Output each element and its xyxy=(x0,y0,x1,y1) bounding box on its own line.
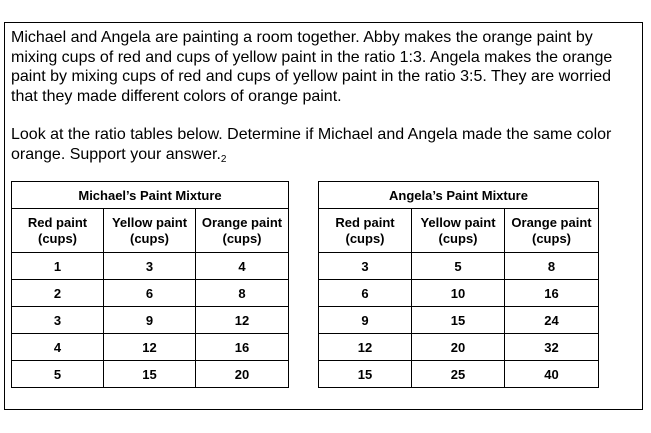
angela-orange-cell: 32 xyxy=(505,334,599,361)
michael-ratio-table xyxy=(11,181,289,388)
michael-orange-cell: 16 xyxy=(196,334,289,361)
angela-header-orange: Orange paint (cups) xyxy=(505,209,599,253)
michael-header-yellow: Yellow paint (cups) xyxy=(104,209,196,253)
angela-table-title: Angela’s Paint Mixture xyxy=(319,182,599,209)
angela-red-cell: 12 xyxy=(319,334,412,361)
michael-orange-cell: 4 xyxy=(196,253,289,280)
angela-header-yellow: Yellow paint (cups) xyxy=(412,209,505,253)
michael-orange-cell: 8 xyxy=(196,280,289,307)
table-row xyxy=(12,253,289,280)
michael-red-cell: 1 xyxy=(12,253,104,280)
angela-header-red: Red paint (cups) xyxy=(319,209,412,253)
table-row xyxy=(319,334,599,361)
michael-yellow-cell: 6 xyxy=(104,280,196,307)
michael-yellow-cell: 12 xyxy=(104,334,196,361)
michael-orange-cell: 12 xyxy=(196,307,289,334)
table-row xyxy=(12,334,289,361)
problem-paragraph-2 xyxy=(11,125,641,164)
michael-yellow-cell: 15 xyxy=(104,361,196,388)
michael-red-cell: 2 xyxy=(12,280,104,307)
angela-yellow-cell: 25 xyxy=(412,361,505,388)
angela-red-cell: 9 xyxy=(319,307,412,334)
table-row xyxy=(319,361,599,388)
michael-red-cell: 4 xyxy=(12,334,104,361)
michael-header-red: Red paint (cups) xyxy=(12,209,104,253)
angela-red-cell: 3 xyxy=(319,253,412,280)
angela-orange-cell: 40 xyxy=(505,361,599,388)
angela-yellow-cell: 15 xyxy=(412,307,505,334)
table-row xyxy=(319,280,599,307)
problem-paragraph-1: Michael and Angela are painting a room together. Abby makes the orange paint by mixing cups of red and cups of yellow paint in the ratio 1:3. Angela makes the orange paint by mixing cups of red and cups of yellow paint in the ratio 3:5. They are worried that they made different colors of orange paint. xyxy=(11,29,613,105)
michael-yellow-cell: 3 xyxy=(104,253,196,280)
angela-orange-cell: 24 xyxy=(505,307,599,334)
table-row xyxy=(12,307,289,334)
angela-yellow-cell: 20 xyxy=(412,334,505,361)
michael-yellow-cell: 9 xyxy=(104,307,196,334)
table-row xyxy=(319,253,599,280)
angela-yellow-cell: 5 xyxy=(412,253,505,280)
angela-yellow-cell: 10 xyxy=(412,280,505,307)
michael-table-title: Michael’s Paint Mixture xyxy=(12,182,289,209)
angela-red-cell: 6 xyxy=(319,280,412,307)
table-row xyxy=(12,361,289,388)
problem-instruction: Look at the ratio tables below. Determine if Michael and Angela made the same color orange. Support your answer. xyxy=(11,126,612,163)
michael-header-orange: Orange paint (cups) xyxy=(196,209,289,253)
michael-red-cell: 3 xyxy=(12,307,104,334)
footnote-mark: 2 xyxy=(220,153,227,165)
michael-red-cell: 5 xyxy=(12,361,104,388)
angela-orange-cell: 16 xyxy=(505,280,599,307)
angela-red-cell: 15 xyxy=(319,361,412,388)
angela-orange-cell: 8 xyxy=(505,253,599,280)
table-row xyxy=(12,280,289,307)
table-row xyxy=(319,307,599,334)
angela-ratio-table xyxy=(318,181,599,388)
michael-orange-cell: 20 xyxy=(196,361,289,388)
